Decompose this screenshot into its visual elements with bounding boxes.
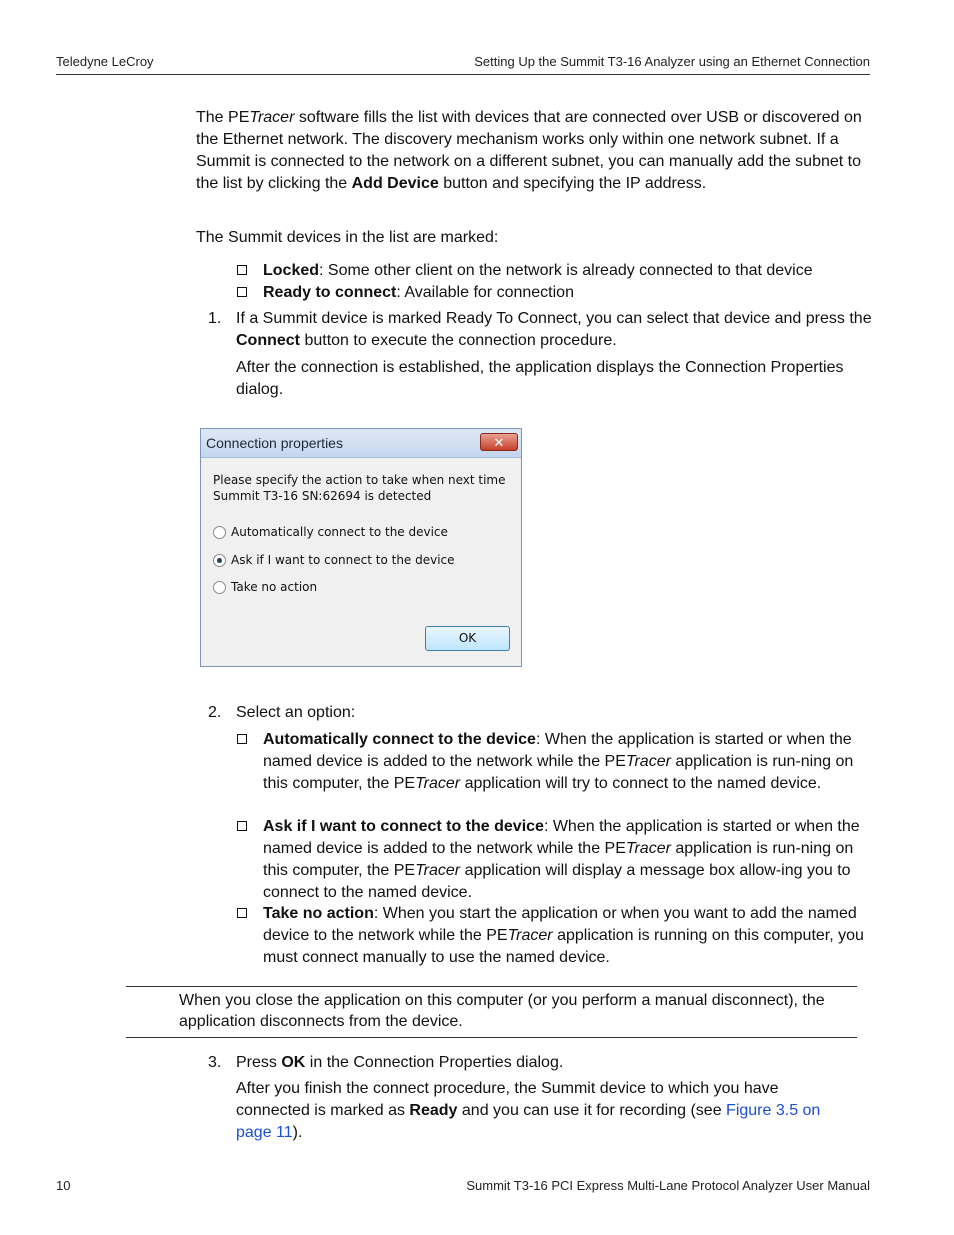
step-number: 1. bbox=[208, 310, 222, 327]
dialog-title: Connection properties bbox=[206, 435, 343, 451]
radio-auto-connect[interactable] bbox=[213, 525, 448, 539]
mark-locked bbox=[237, 260, 873, 282]
step-text: ). bbox=[292, 1124, 303, 1141]
header-left: Teledyne LeCroy bbox=[56, 54, 154, 69]
step-3 bbox=[208, 1052, 876, 1074]
radio-label: Take no action bbox=[231, 580, 318, 594]
intro-add-device: Add Device bbox=[351, 175, 439, 192]
option-no-action bbox=[237, 903, 873, 969]
dialog-message-line: Please specify the action to take when next time bbox=[213, 473, 506, 487]
step-text: and you can use it for recording (see bbox=[457, 1102, 727, 1119]
step-bold: Ready bbox=[409, 1102, 458, 1119]
option-text: application will try to connect to the named device. bbox=[460, 775, 822, 792]
step-text: If a Summit device is marked Ready To Connect, you can select that device and press the bbox=[236, 310, 872, 327]
step-number: 3. bbox=[208, 1054, 222, 1071]
marks-intro: The Summit devices in the list are marked: bbox=[196, 229, 499, 246]
step-number: 2. bbox=[208, 704, 222, 721]
tracer-word: Tracer bbox=[507, 927, 553, 944]
option-text: : When the application is started or when the named device is added to the network while the PE bbox=[263, 818, 860, 857]
close-icon[interactable]: ✕ bbox=[480, 433, 518, 451]
option-term: Automatically connect to the device bbox=[263, 731, 536, 748]
radio-label: Ask if I want to connect to the device bbox=[231, 553, 455, 567]
page-number: 10 bbox=[56, 1178, 71, 1193]
intro-text-b: software fills the list with devices that are connected over USB or discovered on the Ethernet network. The discovery mechanism works only within one network subnet. If a Summit is connected to the network on a different subnet, you can manually add the subnet to the list by clicking the bbox=[196, 109, 862, 192]
radio-ask-connect[interactable] bbox=[213, 553, 455, 567]
option-term: Ask if I want to connect to the device bbox=[263, 818, 544, 835]
mark-desc: : Available for connection bbox=[396, 284, 574, 301]
step-text: in the Connection Properties dialog. bbox=[305, 1054, 564, 1071]
step-text: button to execute the connection procedure. bbox=[300, 332, 617, 349]
intro-tracer: Tracer bbox=[249, 109, 295, 126]
footer-title: Summit T3-16 PCI Express Multi-Lane Protocol Analyzer User Manual bbox=[466, 1178, 870, 1193]
note-rule-top bbox=[126, 986, 857, 987]
connection-properties-dialog bbox=[200, 428, 522, 667]
note-text: When you close the application on this computer (or you perform a manual disconnect), the application disconnects from the device. bbox=[179, 992, 825, 1030]
note-rule-bottom bbox=[126, 1037, 857, 1038]
option-text: : When the application is started or when the named device is added to the network while the PE bbox=[263, 731, 852, 770]
step-text: Press bbox=[236, 1054, 282, 1071]
mark-desc: : Some other client on the network is already connected to that device bbox=[319, 262, 813, 279]
checkbox-bullet-icon bbox=[237, 265, 247, 275]
tracer-word: Tracer bbox=[415, 862, 461, 879]
dialog-message bbox=[213, 472, 506, 504]
intro-text-c: button and specifying the IP address. bbox=[438, 175, 707, 192]
header-right: Setting Up the Summit T3-16 Analyzer using an Ethernet Connection bbox=[474, 54, 870, 69]
dialog-message-line: Summit T3-16 SN:62694 is detected bbox=[213, 489, 432, 503]
radio-no-action[interactable] bbox=[213, 580, 317, 594]
mark-term: Locked bbox=[263, 262, 320, 279]
mark-term: Ready to connect bbox=[263, 284, 397, 301]
checkbox-bullet-icon bbox=[237, 287, 247, 297]
checkbox-bullet-icon bbox=[237, 821, 247, 831]
radio-icon[interactable] bbox=[213, 526, 226, 539]
dialog-titlebar bbox=[201, 429, 521, 458]
mark-ready bbox=[237, 282, 873, 304]
intro-paragraph bbox=[196, 107, 868, 195]
checkbox-bullet-icon bbox=[237, 734, 247, 744]
header-rule bbox=[56, 74, 870, 75]
step-bold: OK bbox=[281, 1054, 306, 1071]
tracer-word: Tracer bbox=[415, 775, 461, 792]
option-text: application is run-ning on this computer, the PE bbox=[263, 840, 854, 879]
step-1 bbox=[208, 308, 876, 352]
radio-icon[interactable] bbox=[213, 581, 226, 594]
checkbox-bullet-icon bbox=[237, 908, 247, 918]
step-text: After you finish the connect procedure, the Summit device to which you have connected is marked as bbox=[236, 1080, 779, 1119]
radio-selected-icon[interactable] bbox=[213, 554, 226, 567]
step-bold: Connect bbox=[236, 332, 300, 349]
option-term: Take no action bbox=[263, 905, 374, 922]
option-text: : When you start the application or when you want to add the named device to the network while the PE bbox=[263, 905, 857, 944]
tracer-word: Tracer bbox=[625, 840, 671, 857]
intro-text-a: The PE bbox=[196, 109, 250, 126]
step-3-after bbox=[236, 1078, 856, 1144]
step-1-after: After the connection is established, the application displays the Connection Properties dialog. bbox=[236, 359, 844, 398]
step-2 bbox=[208, 702, 876, 724]
option-auto-connect bbox=[237, 729, 873, 795]
option-text: application is run-ning on this computer, the PE bbox=[263, 753, 854, 792]
option-text: application is running on this computer, you must connect manually to use the named device. bbox=[263, 927, 864, 966]
step-text: Select an option: bbox=[236, 704, 356, 721]
option-ask-connect bbox=[237, 816, 873, 904]
ok-button[interactable]: OK bbox=[425, 626, 510, 651]
radio-label: Automatically connect to the device bbox=[231, 525, 448, 539]
tracer-word: Tracer bbox=[625, 753, 671, 770]
figure-link[interactable]: Figure 3.5 on page 11 bbox=[236, 1102, 821, 1141]
option-text: application will display a message box allow-ing you to connect to the named device. bbox=[263, 862, 851, 901]
